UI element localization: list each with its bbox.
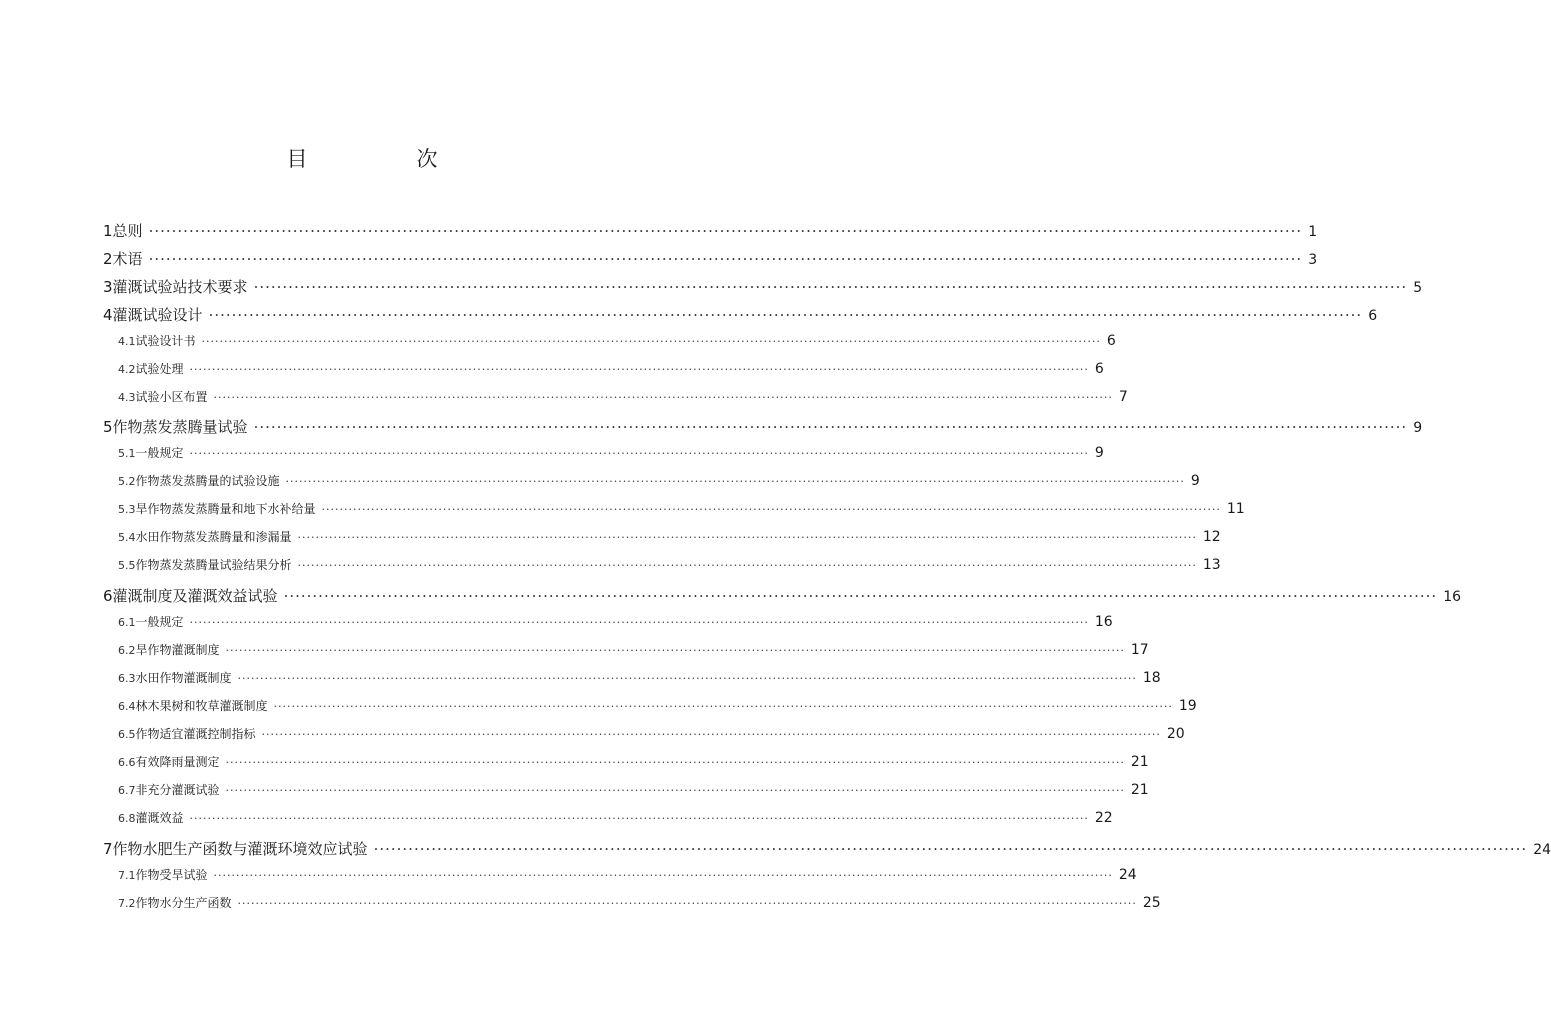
dot-leader: ········································································································································································································ <box>148 222 1303 240</box>
toc-subentry <box>118 332 1116 356</box>
toc-entry <box>103 416 1423 440</box>
toc-label: 灌溉制度及灌溉效益试验 <box>112 587 278 605</box>
dot-leader: ········································································································································································································ <box>189 447 1089 460</box>
toc-subentry <box>118 725 1185 749</box>
toc-label: 林木果树和牧草灌溉制度 <box>135 699 268 713</box>
toc-label: 作物水分生产函数 <box>135 896 232 910</box>
toc-subentry <box>118 528 1221 552</box>
toc-number: 5.1 <box>118 447 136 460</box>
toc-page-number: 19 <box>1178 698 1197 714</box>
toc-label: 作物受旱试验 <box>135 868 208 882</box>
dot-leader: ········································································································································································································ <box>285 475 1185 488</box>
toc-page-number: 11 <box>1226 501 1245 517</box>
toc-number: 4.1 <box>118 335 136 348</box>
toc-number: 6.5 <box>118 728 136 741</box>
toc-label: 有效降雨量测定 <box>135 755 220 769</box>
dot-leader: ········································································································································································································ <box>213 869 1113 882</box>
toc-page-number: 6 <box>1368 308 1378 324</box>
toc-subentry <box>118 388 1128 412</box>
dot-leader: ········································································································································································································ <box>189 363 1089 376</box>
toc-number: 6.6 <box>118 756 136 769</box>
dot-leader: ········································································································································································································ <box>237 672 1137 685</box>
dot-leader: ········································································································································································································ <box>237 897 1137 910</box>
toc-number: 2 <box>103 250 113 268</box>
toc-page-number: 21 <box>1130 782 1149 798</box>
toc-subentry <box>118 669 1161 693</box>
toc-number: 5.4 <box>118 531 136 544</box>
toc-page-number: 24 <box>1118 867 1137 883</box>
toc-subentry <box>118 360 1104 384</box>
dot-leader: ········································································································································································································ <box>373 840 1528 858</box>
toc-subentry <box>118 781 1149 805</box>
toc-subentry <box>118 500 1245 524</box>
dot-leader: ········································································································································································································ <box>225 644 1125 657</box>
toc-number: 6.4 <box>118 700 136 713</box>
toc-page-number: 3 <box>1308 252 1318 268</box>
toc-label: 旱作物蒸发蒸腾量和地下水补给量 <box>135 502 316 516</box>
toc-label: 灌溉效益 <box>135 811 184 825</box>
toc-page-number: 20 <box>1166 726 1185 742</box>
toc-page-number: 13 <box>1202 557 1221 573</box>
toc-page-number: 21 <box>1130 754 1149 770</box>
toc-number: 6 <box>103 587 113 605</box>
toc-number: 4.2 <box>118 363 136 376</box>
toc-subentry <box>118 894 1161 918</box>
toc-page-number: 6 <box>1094 361 1104 377</box>
toc-label: 总则 <box>112 222 143 240</box>
dot-leader: ········································································································································································································ <box>201 335 1101 348</box>
toc-number: 3 <box>103 278 113 296</box>
toc-label: 水田作物蒸发蒸腾量和渗漏量 <box>135 530 292 544</box>
toc-number: 6.3 <box>118 672 136 685</box>
toc-subentry <box>118 556 1221 580</box>
dot-leader: ········································································································································································································ <box>283 587 1438 605</box>
dot-leader: ········································································································································································································ <box>189 812 1089 825</box>
toc-label: 灌溉试验设计 <box>112 306 203 324</box>
toc-number: 4 <box>103 306 113 324</box>
toc-page-number: 12 <box>1202 529 1221 545</box>
toc-subentry <box>118 866 1137 890</box>
toc-page-number: 9 <box>1190 473 1200 489</box>
toc-label: 水田作物灌溉制度 <box>135 671 232 685</box>
dot-leader: ········································································································································································································ <box>253 418 1408 436</box>
toc-subentry <box>118 472 1200 496</box>
dot-leader: ········································································································································································································ <box>321 503 1221 516</box>
toc-page-number: 17 <box>1130 642 1149 658</box>
toc-number: 7.2 <box>118 897 136 910</box>
toc-entry <box>103 220 1318 244</box>
toc-label: 试验处理 <box>135 362 184 376</box>
toc-label: 术语 <box>112 250 143 268</box>
toc-entry <box>103 585 1462 609</box>
toc-subentry <box>118 444 1104 468</box>
toc-label: 试验小区布置 <box>135 390 208 404</box>
toc-subentry <box>118 641 1149 665</box>
toc-number: 7.1 <box>118 869 136 882</box>
dot-leader: ········································································································································································································ <box>208 306 1363 324</box>
toc-subentry <box>118 613 1113 637</box>
toc-page-number: 5 <box>1413 280 1423 296</box>
toc-page-number: 7 <box>1118 389 1128 405</box>
dot-leader: ········································································································································································································ <box>213 391 1113 404</box>
toc-number: 4.3 <box>118 391 136 404</box>
toc-number: 5 <box>103 418 113 436</box>
dot-leader: ········································································································································································································ <box>253 278 1408 296</box>
toc-page-number: 1 <box>1308 224 1318 240</box>
toc-number: 7 <box>103 840 113 858</box>
toc-label: 作物适宜灌溉控制指标 <box>135 727 256 741</box>
toc-page-number: 16 <box>1094 614 1113 630</box>
toc-number: 6.8 <box>118 812 136 825</box>
dot-leader: ········································································································································································································ <box>225 756 1125 769</box>
toc-page-number: 24 <box>1533 842 1551 858</box>
toc-entry <box>103 276 1423 300</box>
toc-label: 作物蒸发蒸腾量试验 <box>112 418 248 436</box>
toc-page-number: 9 <box>1413 420 1423 436</box>
toc-label: 试验设计书 <box>135 334 196 348</box>
toc-number: 6.7 <box>118 784 136 797</box>
toc-page-number: 6 <box>1106 333 1116 349</box>
toc-subentry <box>118 809 1113 833</box>
page-title: 目 次 <box>286 147 482 171</box>
toc-page-number: 18 <box>1142 670 1161 686</box>
toc-number: 6.1 <box>118 616 136 629</box>
dot-leader: ········································································································································································································ <box>273 700 1173 713</box>
toc-number: 5.5 <box>118 559 136 572</box>
toc-entry <box>103 304 1378 328</box>
toc-number: 1 <box>103 222 113 240</box>
toc-number: 5.3 <box>118 503 136 516</box>
toc-label: 作物蒸发蒸腾量试验结果分析 <box>135 558 292 572</box>
toc-number: 6.2 <box>118 644 136 657</box>
toc-label: 作物蒸发蒸腾量的试验设施 <box>135 474 280 488</box>
toc-label: 一般规定 <box>135 446 184 460</box>
toc-number: 5.2 <box>118 475 136 488</box>
toc-label: 灌溉试验站技术要求 <box>112 278 248 296</box>
dot-leader: ········································································································································································································ <box>225 784 1125 797</box>
toc-entry <box>103 248 1318 272</box>
toc-page-number: 16 <box>1443 589 1462 605</box>
toc-label: 作物水肥生产函数与灌溉环境效应试验 <box>112 840 368 858</box>
toc-subentry <box>118 753 1149 777</box>
toc-label: 非充分灌溉试验 <box>135 783 220 797</box>
dot-leader: ········································································································································································································ <box>261 728 1161 741</box>
toc-page-number: 22 <box>1094 810 1113 826</box>
dot-leader: ········································································································································································································ <box>148 250 1303 268</box>
dot-leader: ········································································································································································································ <box>189 616 1089 629</box>
toc-subentry <box>118 697 1197 721</box>
toc-label: 旱作物灌溉制度 <box>135 643 220 657</box>
dot-leader: ········································································································································································································ <box>297 531 1197 544</box>
toc-page-number: 9 <box>1094 445 1104 461</box>
toc-entry <box>103 838 1551 862</box>
toc-page-number: 25 <box>1142 895 1161 911</box>
toc-label: 一般规定 <box>135 615 184 629</box>
dot-leader: ········································································································································································································ <box>297 559 1197 572</box>
